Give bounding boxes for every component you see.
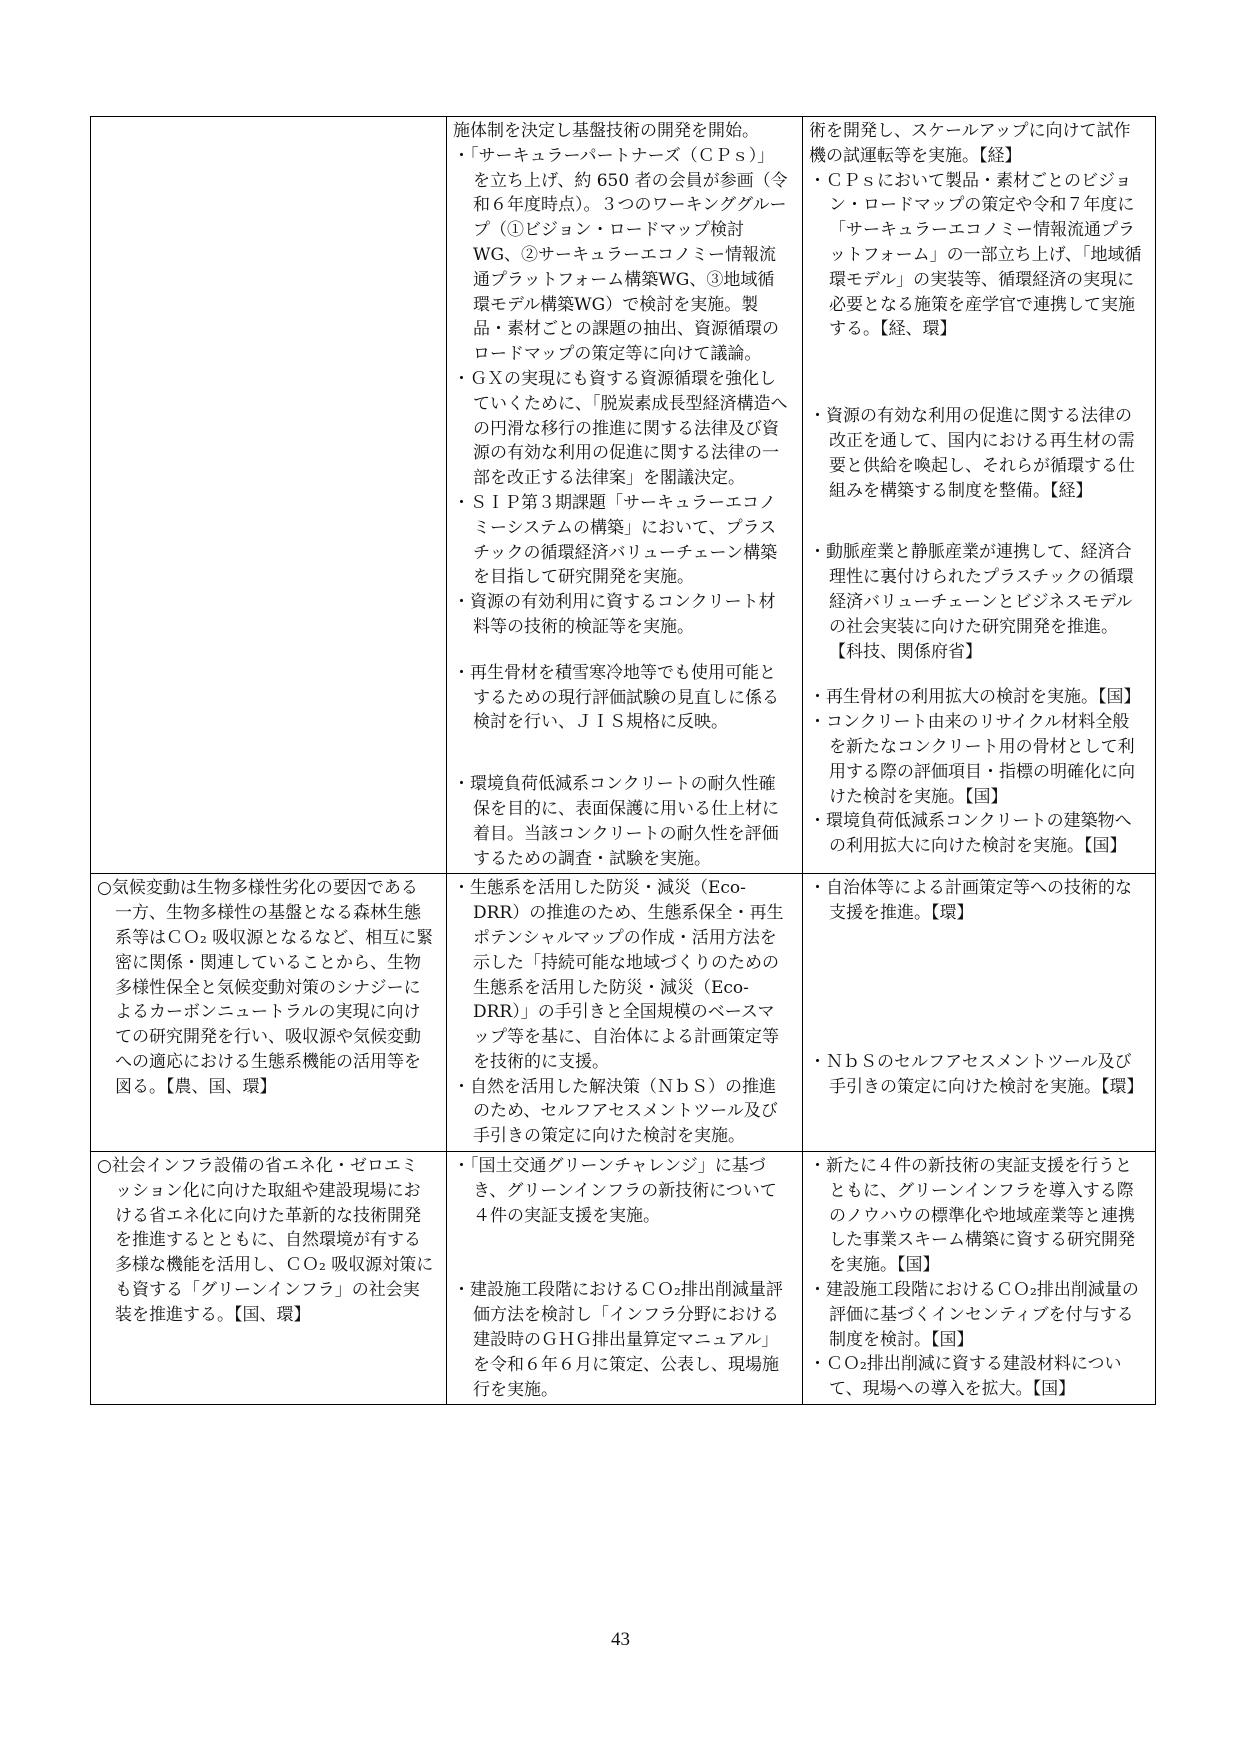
status-cell bbox=[447, 874, 803, 1152]
list-item: ・新たに４件の新技術の実証支援を行うとともに、グリーンインフラを導入する際のノウハウの標準化や地域産業等と連携した事業スキーム構築に資する研究開発を実施。【国】 bbox=[809, 1156, 1135, 1276]
list-item: ・動脈産業と静脈産業が連携して、経済合理性に裏付けられたプラスチックの循環経済バリューチェーンとビジネスモデルの社会実装に向けた研究開発を推進。【科技、関係府省】 bbox=[809, 542, 1134, 662]
goal-cell bbox=[91, 1152, 447, 1405]
list-item: ・資源の有効利用に資するコンクリート材料等の技術的検証等を実施。 bbox=[453, 592, 776, 637]
list-item: ・ＣＰｓにおいて製品・素材ごとのビジョン・ロードマップの策定や令和７年度に「サーキュラーエコノミー情報流通プラットフォーム」の一部立ち上げ、「地域循環モデル」の実装等、循環経済の実現に必要となる施策を産学官で連携して実施する。【経、環】 bbox=[809, 170, 1142, 340]
table-row bbox=[91, 1152, 1156, 1405]
policy-table bbox=[90, 116, 1156, 1405]
status-cell bbox=[447, 117, 803, 874]
list-item: ・ＮｂＳのセルフアセスメントツール及び手引きの策定に向けた検討を実施。【環】 bbox=[809, 1051, 1144, 1097]
list-item: ・再生骨材の利用拡大の検討を実施。【国】 bbox=[809, 687, 1141, 708]
goal-text: ○気候変動は生物多様性劣化の要因である一方、生物多様性の基盤となる森林生態系等はＣＯ₂ 吸収源となるなど、相互に緊密に関係・関連していることから、生物多様性保全と気候変動対策のシナジーによるカーボンニュートラルの実現に向けての研究開発を行い、吸収源や気候変動への適応における生態系機能の活用等を図る。【農、国、環】 bbox=[97, 878, 434, 1097]
list-item: ・自然を活用した解決策（ＮｂＳ）の推進のため、セルフアセスメントツール及び手引きの策定に向けた検討を実施。 bbox=[453, 1076, 778, 1147]
list-item: ・生態系を活用した防災・減災（Eco-DRR）の推進のため、生態系保全・再生ポテンシャルマップの作成・活用方法を示した「持続可能な地域づくりのための生態系を活用した防災・減災（Eco-DRR）」の手引きと全国規模のベースマップ等を基に、自治体による計画策定等を技術的に支援。 bbox=[453, 878, 784, 1072]
goal-cell bbox=[91, 874, 447, 1152]
list-item: 術を開発し、スケールアップに向けて試作機の試運転等を実施。【経】 bbox=[809, 121, 1131, 166]
plan-cell bbox=[803, 117, 1156, 874]
table-row bbox=[91, 874, 1156, 1152]
list-item: ・環境負荷低減系コンクリートの耐久性確保を目的に、表面保護に用いる仕上材に着目。当該コンクリートの耐久性を評価するための調査・試験を実施。 bbox=[453, 774, 779, 869]
list-item: 施体制を決定し基盤技術の開発を開始。 bbox=[453, 121, 759, 141]
list-item: ・資源の有効な利用の促進に関する法律の改正を通して、国内における再生材の需要と供給を喚起し、それらが循環する仕組みを構築する制度を整備。【経】 bbox=[809, 406, 1135, 501]
list-item: ・建設施工段階におけるＣＯ₂排出削減量評価方法を検討し「インフラ分野における建設時のＧＨＧ排出量算定マニュアル」を令和６年６月に策定、公表し、現場施行を実施。 bbox=[453, 1280, 783, 1400]
list-item: ・自治体等による計画策定等への技術的な支援を推進。【環】 bbox=[809, 878, 1132, 924]
table-row bbox=[91, 117, 1156, 874]
list-item: ・ＳＩＰ第３期課題「サーキュラーエコノミーシステムの構築」において、プラスチックの循環経済バリューチェーン構築を目指して研究開発を実施。 bbox=[453, 492, 778, 588]
list-item: ・ＣＯ₂排出削減に資する建設材料について、現場への導入を拡大。【国】 bbox=[809, 1354, 1122, 1400]
list-item: ・建設施工段階におけるＣＯ₂排出削減量の評価に基づくインセンティブを付与する制度を検討。【国】 bbox=[809, 1280, 1139, 1350]
goal-text: ○社会インフラ設備の省エネ化・ゼロエミッション化に向けた取組や建設現場における省エネ化に向けた革新的な技術開発を推進するとともに、自然環境が有する多様な機能を活用し、ＣＯ₂ 吸収源対策にも資する「グリーンインフラ」の社会実装を推進する。【国、環】 bbox=[97, 1156, 434, 1325]
list-item: ・再生骨材を積雪寒冷地等でも使用可能とするための現行評価試験の見直しに係る検討を行い、ＪＩＳ規格に反映。 bbox=[453, 662, 779, 733]
list-item: ・環境負荷低減系コンクリートの建築物への利用拡大に向けた検討を実施。【国】 bbox=[809, 811, 1132, 857]
plan-cell bbox=[803, 874, 1156, 1152]
status-cell bbox=[447, 1152, 803, 1405]
page-number: 43 bbox=[611, 1629, 630, 1650]
plan-cell bbox=[803, 1152, 1156, 1405]
list-item: ・「サーキュラーパートナーズ（ＣＰｓ）」を立ち上げ、約 650 者の会員が参画（令和６年度時点）。３つのワーキンググループ（①ビジョン・ロードマップ検討WG、②サーキュラーエコノミー情報流通プラットフォーム構築WG、③地域循環モデル構築WG）で検討を実施。製品・素材ごとの課題の抽出、資源循環のロードマップの策定等に向けて議論。 bbox=[453, 145, 788, 365]
list-item: ・コンクリート由来のリサイクル材料全般を新たなコンクリート用の骨材として利用する際の評価項目・指標の明確化に向けた検討を実施。【国】 bbox=[809, 712, 1135, 807]
list-item: ・「国土交通グリーンチャレンジ」に基づき、グリーンインフラの新技術について４件の実証支援を実施。 bbox=[453, 1156, 777, 1226]
goal-cell bbox=[91, 117, 447, 874]
list-item: ・ＧＸの実現にも資する資源循環を強化していくために、「脱炭素成長型経済構造への円滑な移行の推進に関する法律及び資源の有効な利用の促進に関する法律の一部を改正する法律案」を閣議決定。 bbox=[453, 368, 788, 489]
